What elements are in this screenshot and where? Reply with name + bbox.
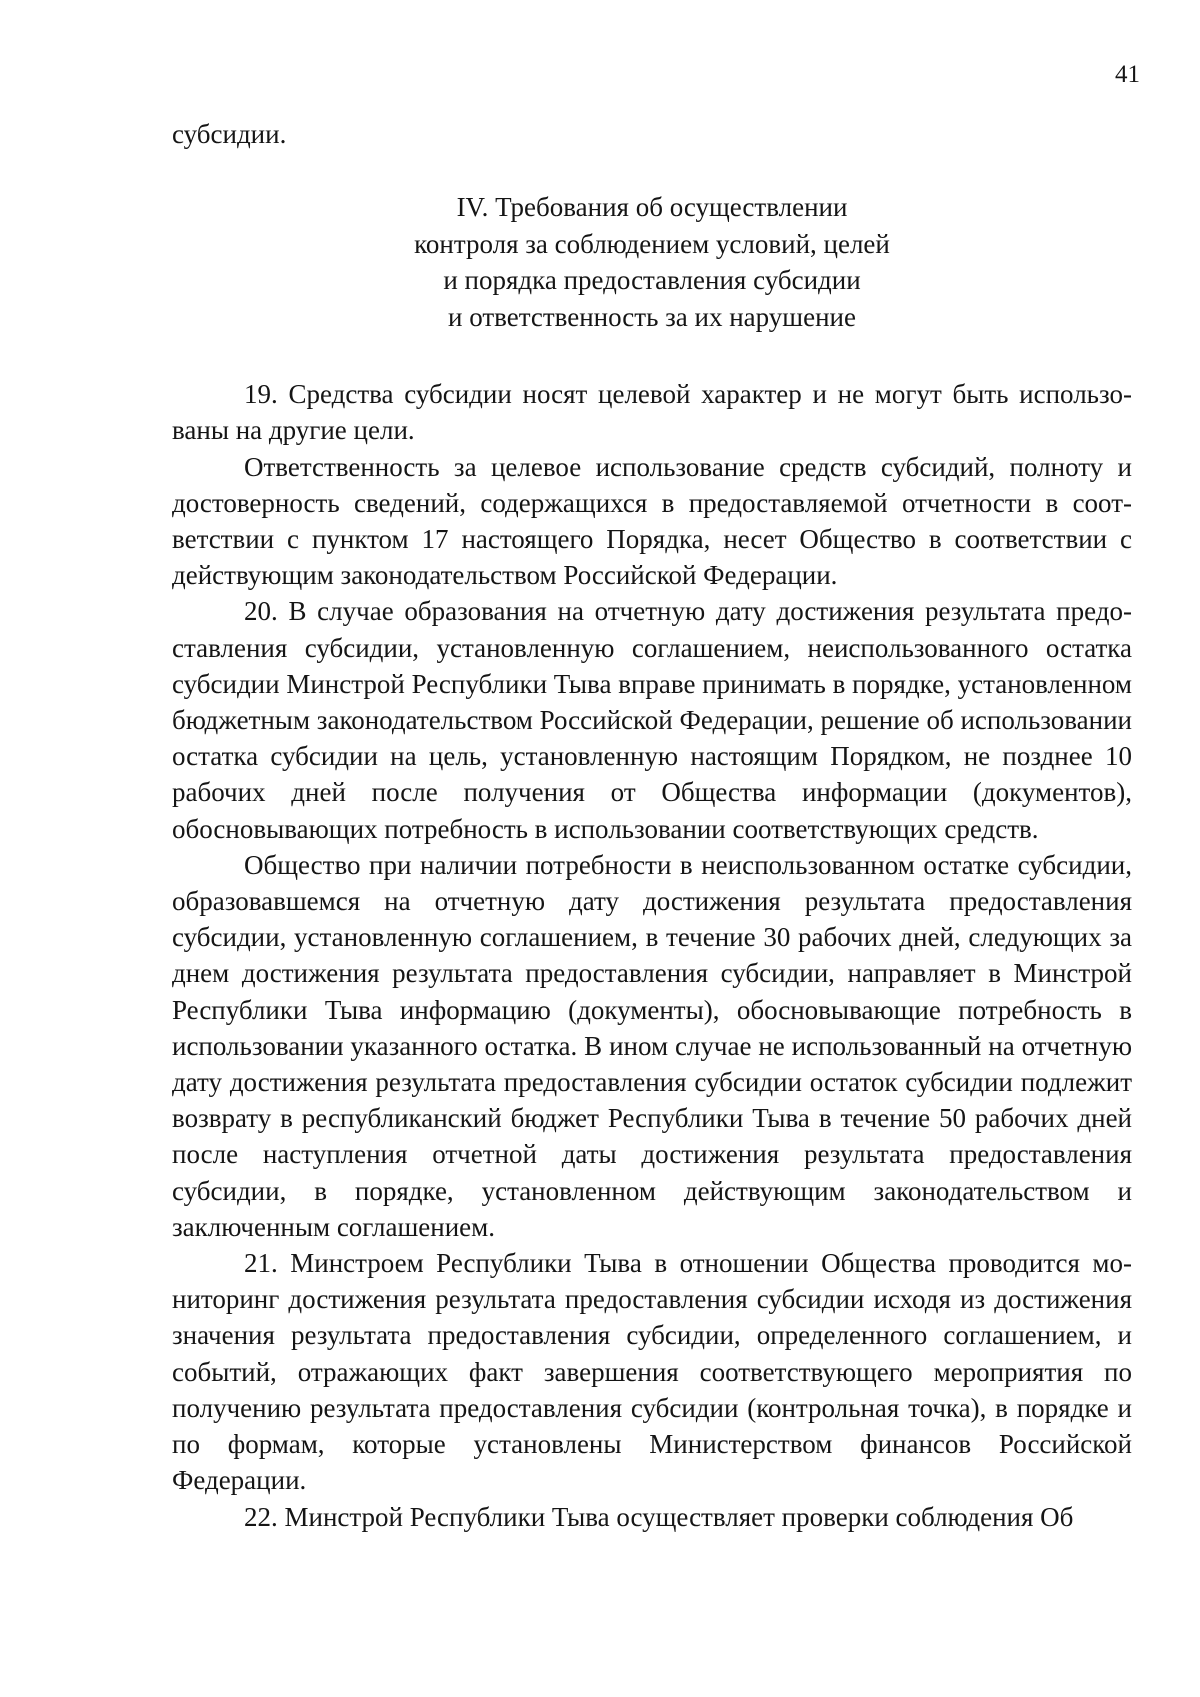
- section-heading-line-4: и ответственность за их нарушение: [448, 301, 856, 332]
- section-heading-line-2: контроля за соблюдением условий, целей: [414, 228, 890, 259]
- paragraph-22: 22. Минстрой Республики Тыва осуществляет проверки соблюдения Об: [244, 1501, 1074, 1532]
- paragraph-20-remainder: Общество при наличии потребности в неиспользованном остатке субсидии, образовавшемся на отчетную дату достижения результата предоставления субсидии, установленную соглашением, в течение 30 рабочих дней, следующих за днем достижения результата предоставления субсидии, направляет в Минстрой Республики Тыва информацию (документы), обосновывающие потребность в использовании указанного остатка. В ином случае не использованный на отчетную дату достижения результата предоставления субсидии остаток субсидии подлежит возврату в республиканский бюджет Республики Тыва в течение 50 рабочих дней после наступления отчетной даты достижения результата предоставления субсидии, в порядке, установленном действующим законодательством и заключенным соглашением.: [172, 849, 1132, 1242]
- section-heading: [172, 189, 1132, 335]
- paragraph-19: 19. Средства субсидии носят целевой характер и не могут быть использованы на другие цели.: [172, 379, 1132, 446]
- page-number: 41: [1115, 61, 1140, 88]
- section-heading-line-3: и порядка предоставления субсидии: [443, 265, 861, 296]
- continuation-text: субсидии.: [172, 119, 287, 149]
- paragraph-19-responsibility: Ответственность за целевое использование средств субсидий, полноту и достоверность сведений, содержащихся в предоставляемой отчетности в соответствии с пунктом 17 настоящего Порядка, несет Общество в соответствии с действующим законодательством Российской Федерации.: [172, 451, 1132, 591]
- section-heading-line-1: IV. Требования об осуществлении: [456, 192, 848, 223]
- document-body: [172, 116, 1132, 1535]
- paragraph-21: 21. Минстроем Республики Тыва в отношении Общества проводится мониторинг достижения результата предоставления субсидии исходя из достижения значения результата предоставления субсидии, определенного соглашением, и событий, отражающих факт завершения соответствующего мероприятия по получению результата предоставления субсидии (контрольная точка), в порядке и по формам, которые установлены Министерством финансов Российской Федерации.: [172, 1248, 1132, 1496]
- paragraph-20: 20. В случае образования на отчетную дату достижения результата предоставления субсидии, установленную соглашением, неиспользованного остатка субсидии Минстрой Республики Тыва вправе принимать в порядке, установленном бюджетным законодательством Российской Федерации, решение об использовании остатка субсидии на цель, установленную настоящим Порядком, не позднее 10 рабочих дней после получения от Общества информации (документов), обосновывающих потребность в использовании соответствующих средств.: [172, 596, 1132, 844]
